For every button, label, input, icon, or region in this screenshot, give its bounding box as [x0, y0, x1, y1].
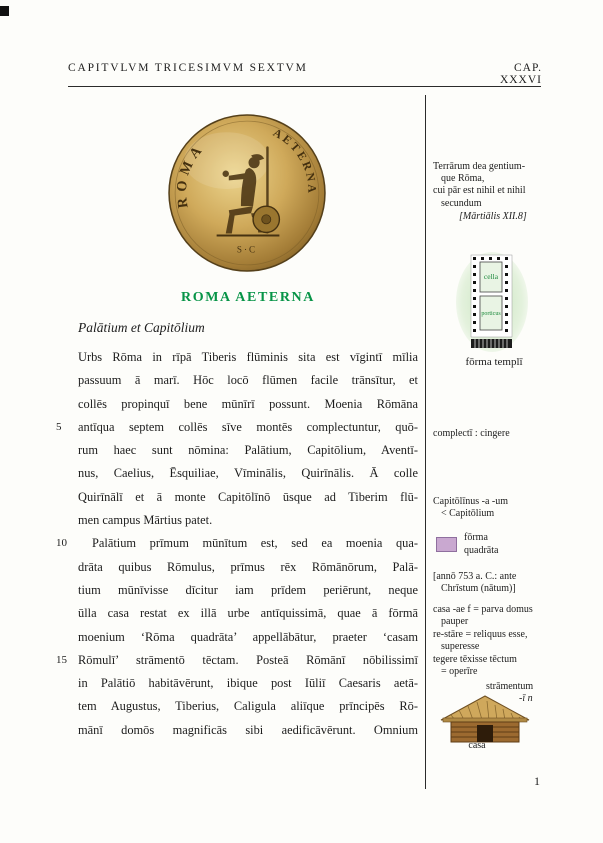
line-text: collēs propinquī bene mūnīrī possunt. Moenia Rōmāna — [78, 396, 418, 411]
scan-artifact — [0, 6, 9, 16]
hut-caption: casa — [468, 740, 486, 751]
quote-line: cui pār est nihil et nihil — [433, 185, 526, 197]
line-number: 10 — [56, 537, 67, 550]
note-line: < Capitōlium — [441, 508, 495, 520]
coin-legend-aeterna: AETERNA — [270, 126, 319, 196]
coin-mint-mark: S·C — [236, 244, 258, 255]
line-text: tem Augustus, Tiberius, Caligula aliīque prīncipēs Rō- — [78, 699, 418, 714]
note-line: tegere tēxisse tēctum — [433, 654, 517, 665]
hut-illustration — [437, 694, 533, 744]
line-number: 15 — [56, 653, 67, 666]
margin-note-forma-quadrata — [464, 531, 498, 557]
note-line: pauper — [441, 616, 469, 628]
margin-quote-lines — [433, 161, 559, 210]
section-title: ROMA AETERNA — [181, 290, 315, 305]
section-subtitle: Palātium et Capitōlium — [78, 320, 205, 335]
text-line — [56, 439, 420, 462]
margin-note-complecti — [433, 428, 559, 440]
hut-stramentum-gender: -ī n — [519, 693, 533, 704]
temple-plan-figure — [456, 252, 528, 357]
note-line: quadrāta — [464, 545, 499, 556]
note-line: fōrma — [464, 532, 488, 543]
coin-illustration — [166, 112, 328, 274]
line-text: passuum ā marī. Hōc locō flūmen facile trānsītur, et — [78, 373, 418, 388]
text-line — [56, 626, 420, 649]
text-line — [56, 416, 420, 439]
text-line — [56, 369, 420, 392]
note-line: re-stāre = reliquus esse, — [433, 629, 528, 640]
line-text: Urbs Rōma in rīpā Tiberis flūminis sita est vīgintī mīlia — [78, 350, 418, 364]
temple-caption: fōrma templī — [465, 356, 523, 368]
line-text: tium mūnīvisse dīcitur iam prīdem periērunt, neque — [78, 582, 418, 597]
line-text: rum haec sunt nōmina: Palātium, Capitōlium, Aventī- — [78, 443, 418, 458]
margin-divider — [425, 95, 426, 789]
line-text: Quirīnālī et ā monte Capitōlīnō ūsque ad Tiberim flū- — [78, 489, 418, 504]
text-block — [56, 346, 420, 742]
text-line — [56, 393, 420, 416]
note-line: [annō 753 a. C.: ante — [433, 571, 517, 582]
note-line: Chrīstum (nātum)] — [441, 583, 516, 595]
margin-note-casa — [433, 604, 559, 628]
margin-quote — [433, 161, 559, 223]
quote-source: [Mārtiālis XII.8] — [459, 210, 527, 222]
coin-legend-roma: ROMA — [173, 139, 209, 209]
temple-porticus-label: porticus — [481, 311, 501, 317]
text-line — [56, 649, 420, 672]
note-line: complectī : cingere — [433, 428, 510, 439]
note-line: Capitōlīnus -a -um — [433, 496, 508, 507]
note-line: casa -ae f = parva domus — [433, 604, 533, 615]
note-line: = operīre — [441, 666, 478, 678]
line-text: ūlla casa restat ex illā urbe antīquissimā, quae ā fōrmā — [78, 606, 418, 621]
quote-line: secundum — [441, 197, 482, 209]
line-text: mānī domōs magnificās sibi aedificāvērunt. Omnium — [78, 722, 418, 737]
line-text: Rōmulī’ strāmentō tēctam. Posteā Rōmānī nōbilissimī — [78, 652, 418, 667]
quote-line: Terrārum dea gentium- — [433, 161, 526, 172]
text-line — [56, 532, 420, 555]
line-text: antīqua septem collēs sīve montēs complectuntur, quō- — [78, 419, 418, 434]
chapter-title: CAPITVLVM TRICESIMVM SEXTVM — [68, 62, 308, 74]
line-text: nus, Caelius, Ēsquiliae, Vīminālis, Quirīnālis. Ā colle — [78, 466, 418, 481]
line-text: men campus Mārtius patet. — [78, 513, 213, 528]
temple-plan-illustration — [456, 252, 528, 352]
text-line — [56, 672, 420, 695]
line-number: 5 — [56, 420, 62, 433]
text-line — [56, 556, 420, 579]
quadrata-color-swatch — [436, 537, 457, 552]
text-line — [56, 695, 420, 718]
line-text: drāta quibus Rōmulus, prīmus rēx Rōmānōrum, Palā- — [78, 559, 418, 574]
margin-note-restare — [433, 629, 559, 653]
chapter-number: CAP. XXXVI — [499, 62, 542, 86]
text-line — [56, 346, 420, 369]
text-line — [56, 486, 420, 509]
roma-coin-figure — [166, 112, 328, 274]
text-line — [56, 602, 420, 625]
line-text: Palātium prīmum mūnītum est, sed ea moenia qua- — [92, 536, 418, 551]
margin-note-capitolinus — [433, 496, 559, 520]
text-line — [56, 462, 420, 485]
quote-line: que Rōma, — [441, 173, 485, 185]
header-rule — [68, 86, 541, 87]
line-text: in Palātiō habitāvērunt, ibique post Iūliī Caesaris aetā- — [78, 676, 418, 691]
line-text: moenium ‘Rōma quadrāta’ appellābātur, praeter ‘casam — [78, 629, 418, 644]
text-line — [56, 579, 420, 602]
text-line — [56, 719, 420, 742]
temple-cella-label: cella — [483, 272, 499, 281]
margin-note-anno — [433, 571, 559, 595]
margin-note-tegere — [433, 654, 559, 678]
hut-stramentum-label: strāmentum — [486, 681, 534, 692]
page-number: 1 — [534, 774, 540, 788]
note-line: superesse — [441, 641, 480, 653]
text-line — [56, 509, 420, 532]
